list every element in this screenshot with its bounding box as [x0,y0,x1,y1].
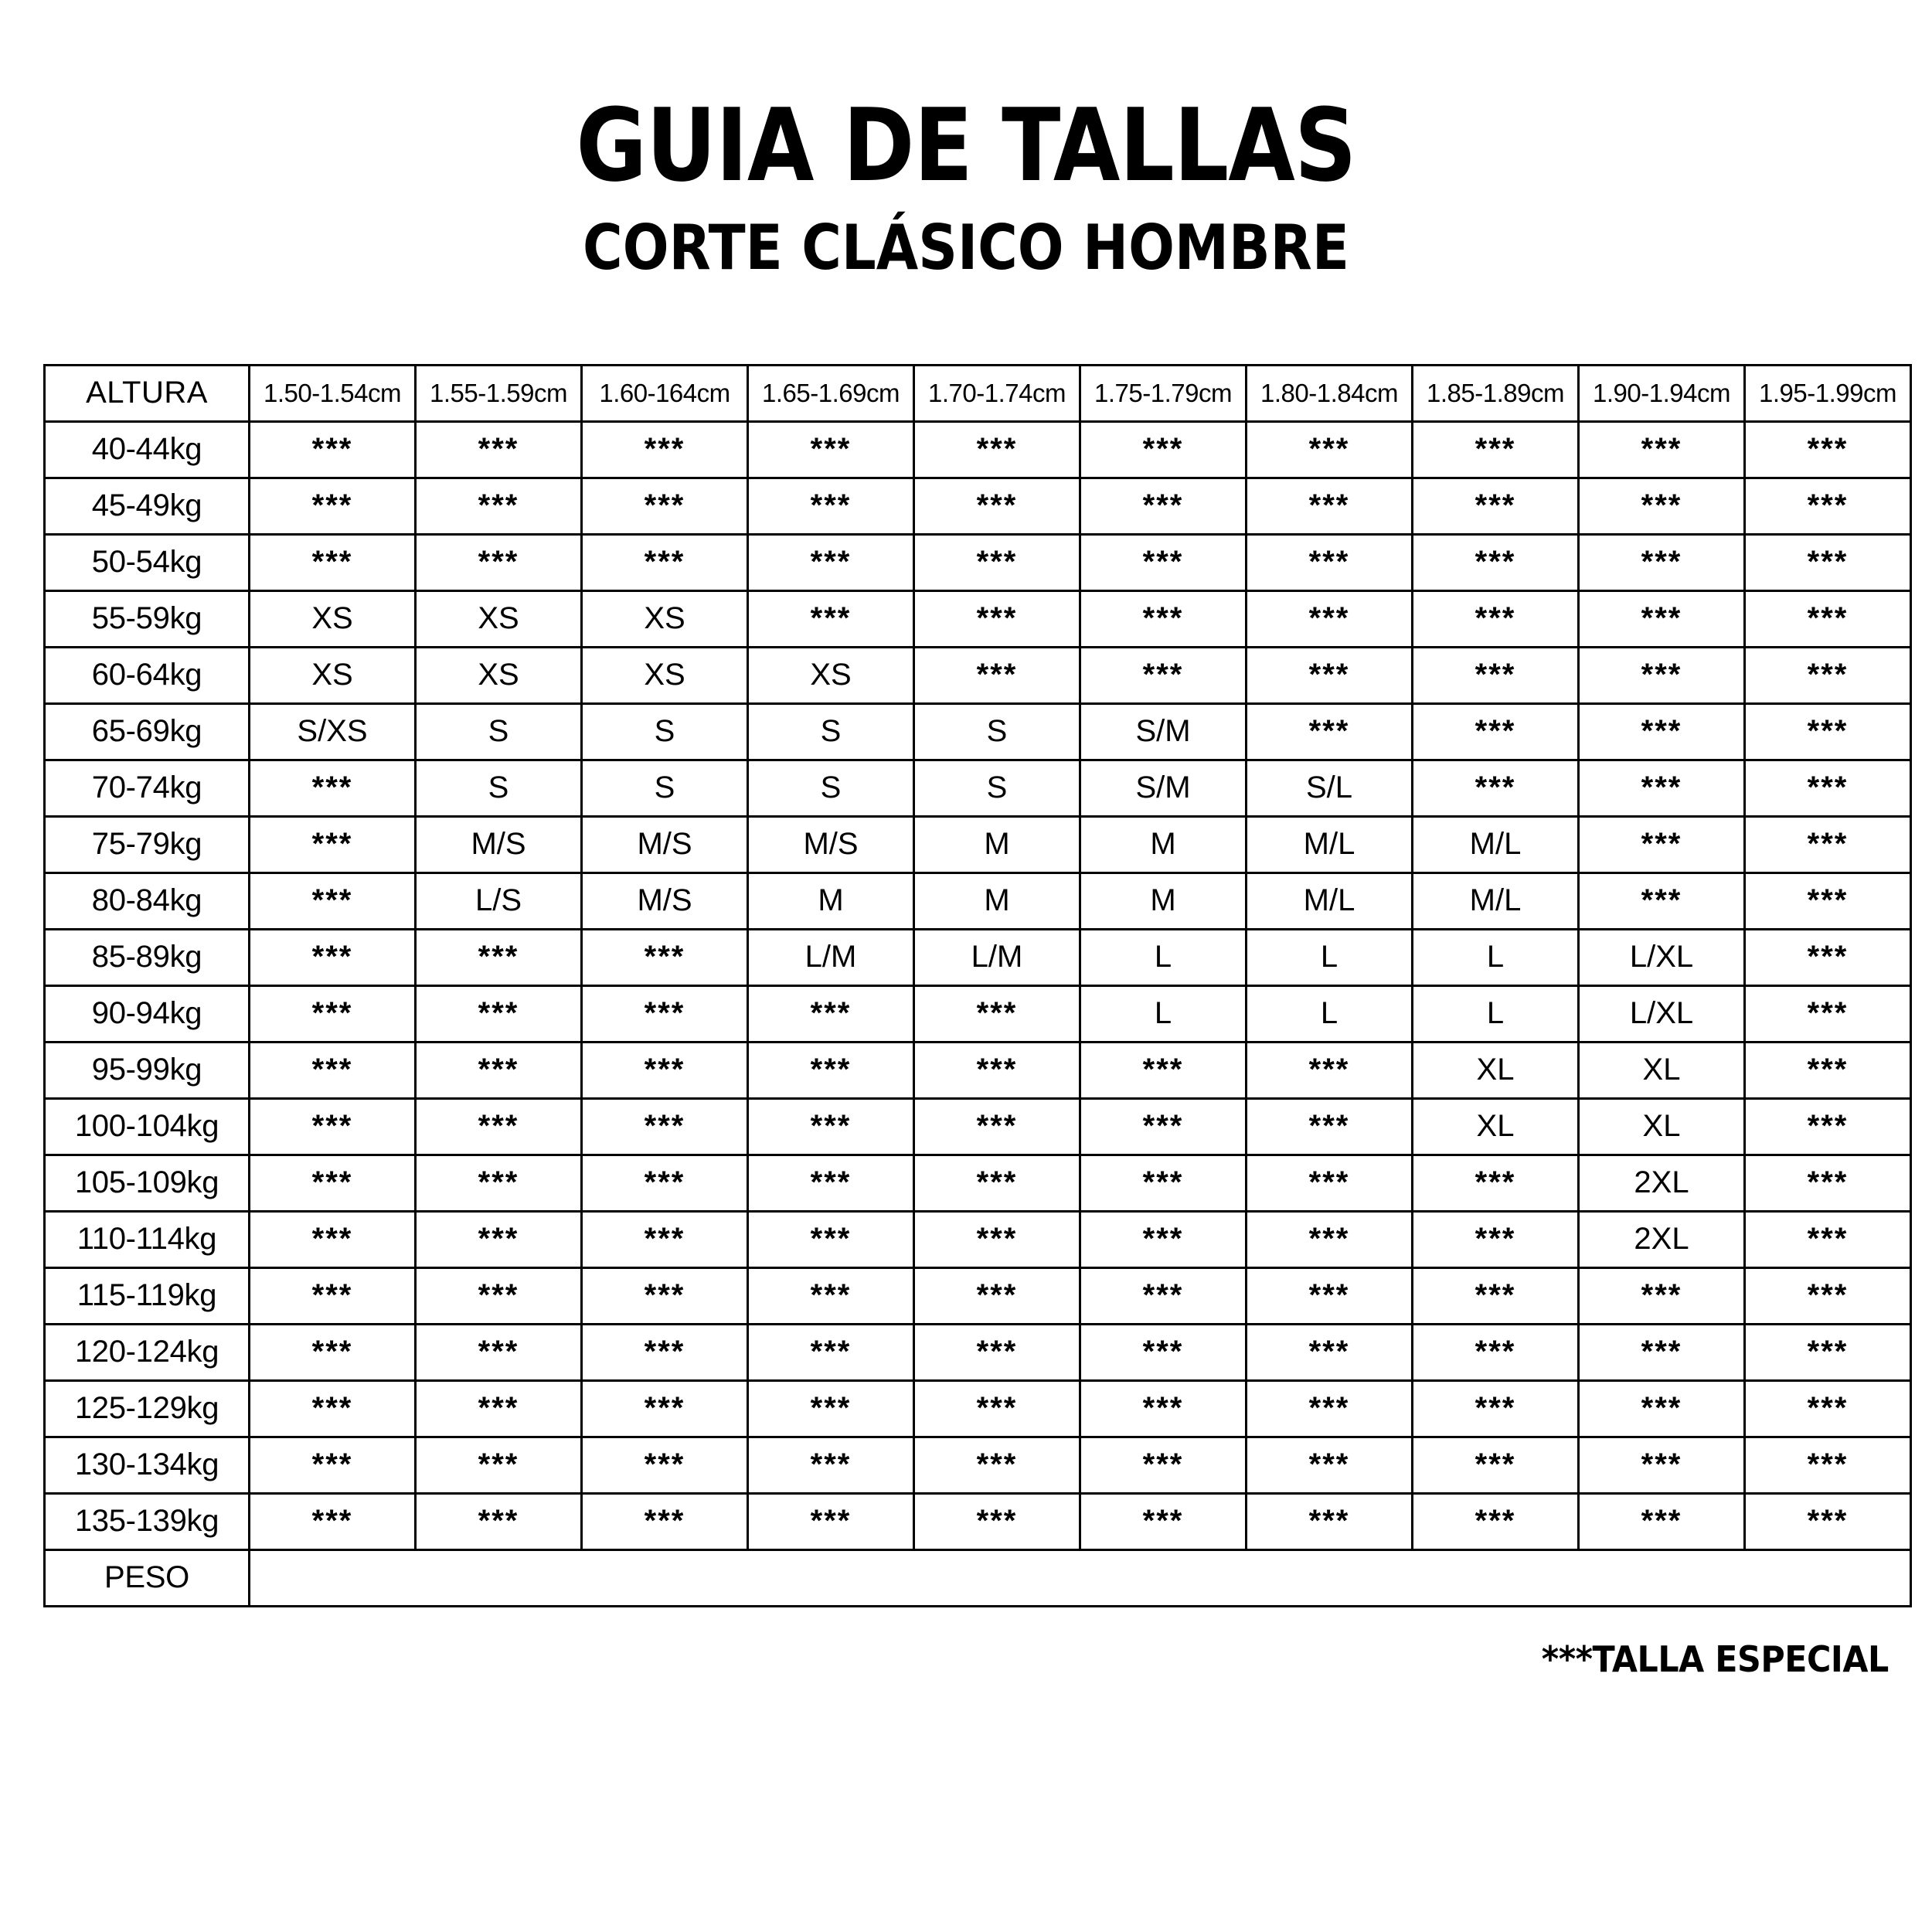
size-cell: *** [1080,534,1247,590]
footer-blank-cell [748,1549,914,1606]
size-cell: *** [748,1211,914,1267]
footer-blank-cell [1745,1549,1911,1606]
size-cell: *** [914,478,1080,534]
row-header-weight: 85-89kg [45,929,250,985]
size-cell: *** [1247,1324,1413,1380]
row-header-weight: 120-124kg [45,1324,250,1380]
size-cell: M/S [748,816,914,872]
size-cell: S/XS [250,703,416,760]
size-cell: *** [250,1098,416,1155]
table-row [45,1493,1911,1549]
size-cell: *** [914,534,1080,590]
row-header-weight: 95-99kg [45,1042,250,1098]
size-cell: *** [748,478,914,534]
size-cell: *** [1745,760,1911,816]
size-cell: *** [582,1437,748,1493]
footer-blank-cell [416,1549,582,1606]
size-cell: *** [1413,1211,1579,1267]
size-cell: *** [914,1493,1080,1549]
size-cell: *** [582,1267,748,1324]
table-row [45,1155,1911,1211]
size-cell: *** [1080,1042,1247,1098]
size-cell: *** [582,534,748,590]
table-row [45,1437,1911,1493]
size-cell: M [914,816,1080,872]
row-header-weight: 135-139kg [45,1493,250,1549]
size-cell: *** [914,1324,1080,1380]
size-cell: *** [1413,421,1579,478]
size-cell: *** [1247,1267,1413,1324]
size-cell: *** [250,985,416,1042]
row-header-weight: 130-134kg [45,1437,250,1493]
footer-blank-cell [1579,1549,1745,1606]
size-cell: *** [1579,421,1745,478]
size-cell: *** [582,1211,748,1267]
table-row [45,985,1911,1042]
size-cell: *** [1080,1267,1247,1324]
size-cell: *** [748,1324,914,1380]
size-cell: *** [416,1042,582,1098]
size-cell: *** [1080,1493,1247,1549]
size-cell: XL [1413,1042,1579,1098]
footer-blank-cell [1080,1549,1247,1606]
table-row [45,760,1911,816]
row-header-weight: 75-79kg [45,816,250,872]
row-header-weight: 90-94kg [45,985,250,1042]
size-cell: *** [416,421,582,478]
size-cell: *** [1413,1155,1579,1211]
size-cell: M/L [1413,816,1579,872]
size-cell: *** [582,1098,748,1155]
column-header: 1.65-1.69cm [748,365,914,421]
column-header: 1.80-1.84cm [1247,365,1413,421]
size-cell: *** [250,872,416,929]
size-cell: *** [914,1211,1080,1267]
size-cell: *** [748,1267,914,1324]
column-header: 1.75-1.79cm [1080,365,1247,421]
size-cell: *** [1247,703,1413,760]
size-cell: L/S [416,872,582,929]
size-cell: M [1080,872,1247,929]
footer-blank-cell [1413,1549,1579,1606]
size-cell: *** [914,1437,1080,1493]
size-cell: *** [582,421,748,478]
size-cell: *** [1247,534,1413,590]
size-cell: L [1080,929,1247,985]
size-cell: *** [582,1042,748,1098]
size-cell: *** [1745,534,1911,590]
size-cell: XS [582,590,748,647]
size-cell: *** [1247,1211,1413,1267]
size-cell: *** [1413,534,1579,590]
size-cell: *** [1080,421,1247,478]
size-cell: *** [1745,985,1911,1042]
size-cell: *** [914,1042,1080,1098]
row-header-weight: 65-69kg [45,703,250,760]
size-cell: *** [1745,590,1911,647]
size-cell: XS [416,647,582,703]
size-cell: L [1247,985,1413,1042]
size-cell: *** [1413,478,1579,534]
column-header: 1.50-1.54cm [250,365,416,421]
size-cell: *** [250,1493,416,1549]
size-cell: *** [250,1042,416,1098]
table-row [45,1380,1911,1437]
footnote-talla-especial: ***TALLA ESPECIAL [1541,1638,1889,1680]
size-cell: *** [416,1155,582,1211]
size-cell: *** [1080,1324,1247,1380]
size-cell: *** [1745,816,1911,872]
size-cell: 2XL [1579,1211,1745,1267]
table-row [45,929,1911,985]
row-header-weight: 45-49kg [45,478,250,534]
size-table-wrapper [22,364,1910,1607]
table-row [45,872,1911,929]
size-cell: *** [250,534,416,590]
size-cell: *** [1413,1267,1579,1324]
size-cell: *** [1745,478,1911,534]
size-cell: *** [1413,647,1579,703]
size-cell: *** [416,1324,582,1380]
size-cell: *** [1579,478,1745,534]
size-cell: *** [416,1098,582,1155]
size-cell: S/L [1247,760,1413,816]
size-cell: *** [250,1155,416,1211]
size-cell: L [1080,985,1247,1042]
size-cell: M/S [582,872,748,929]
size-cell: *** [1745,647,1911,703]
column-header: 1.85-1.89cm [1413,365,1579,421]
size-cell: *** [1247,1493,1413,1549]
size-cell: *** [914,1380,1080,1437]
size-cell: *** [1579,590,1745,647]
size-cell: *** [416,985,582,1042]
size-cell: *** [250,760,416,816]
size-cell: *** [1413,590,1579,647]
size-cell: *** [748,1437,914,1493]
size-cell: *** [1745,1098,1911,1155]
size-cell: *** [582,1380,748,1437]
header-row [45,365,1911,421]
size-cell: *** [1080,478,1247,534]
size-cell: *** [250,1437,416,1493]
table-row [45,1267,1911,1324]
size-cell: *** [1745,1267,1911,1324]
size-cell: *** [748,421,914,478]
column-header: 1.95-1.99cm [1745,365,1911,421]
table-row [45,1098,1911,1155]
size-cell: S [748,703,914,760]
size-cell: 2XL [1579,1155,1745,1211]
size-cell: *** [1745,1042,1911,1098]
size-cell: M/S [416,816,582,872]
size-cell: M/L [1247,872,1413,929]
size-cell: *** [1745,872,1911,929]
row-header-weight: 40-44kg [45,421,250,478]
size-cell: XL [1579,1098,1745,1155]
size-cell: L/M [748,929,914,985]
size-cell: *** [1579,1437,1745,1493]
size-cell: *** [416,1437,582,1493]
size-cell: *** [914,590,1080,647]
size-cell: *** [416,1267,582,1324]
size-cell: *** [1247,647,1413,703]
size-cell: *** [250,478,416,534]
size-cell: *** [582,478,748,534]
size-cell: M [914,872,1080,929]
size-cell: *** [1745,1155,1911,1211]
size-cell: *** [1247,478,1413,534]
footer-blank-cell [1247,1549,1413,1606]
column-header: 1.70-1.74cm [914,365,1080,421]
size-cell: *** [582,985,748,1042]
size-cell: M/S [582,816,748,872]
size-cell: *** [748,590,914,647]
size-cell: *** [748,1380,914,1437]
size-cell: *** [1413,1324,1579,1380]
size-cell: L [1247,929,1413,985]
size-cell: *** [416,1211,582,1267]
size-cell: *** [1080,1211,1247,1267]
footer-row [45,1549,1911,1606]
size-cell: XS [582,647,748,703]
size-cell: S [582,760,748,816]
footer-blank-cell [582,1549,748,1606]
size-cell: M [748,872,914,929]
size-cell: *** [416,1380,582,1437]
size-cell: *** [1745,1437,1911,1493]
size-cell: S [416,760,582,816]
title-block [0,0,1932,284]
size-cell: *** [1579,1493,1745,1549]
size-cell: *** [914,421,1080,478]
size-cell: *** [1745,421,1911,478]
size-cell: *** [748,1042,914,1098]
size-cell: *** [1080,1437,1247,1493]
size-cell: *** [582,1155,748,1211]
page-title: GUIA DE TALLAS [576,87,1356,204]
size-cell: *** [1413,1437,1579,1493]
row-header-weight: 100-104kg [45,1098,250,1155]
size-cell: *** [1579,534,1745,590]
size-cell: M [1080,816,1247,872]
size-cell: *** [748,985,914,1042]
table-row [45,1211,1911,1267]
column-header: 1.55-1.59cm [416,365,582,421]
size-cell: *** [416,1493,582,1549]
table-row [45,421,1911,478]
size-cell: *** [1579,872,1745,929]
size-cell: *** [1745,1211,1911,1267]
size-cell: *** [1745,1380,1911,1437]
size-cell: *** [1579,760,1745,816]
size-cell: *** [1579,1380,1745,1437]
size-cell: *** [416,534,582,590]
size-cell: S [914,760,1080,816]
size-cell: *** [1080,647,1247,703]
size-cell: *** [1413,1493,1579,1549]
row-header-weight: 70-74kg [45,760,250,816]
row-header-weight: 110-114kg [45,1211,250,1267]
row-header-weight: 60-64kg [45,647,250,703]
table-row [45,1324,1911,1380]
table-row [45,647,1911,703]
column-header-altura: ALTURA [45,365,250,421]
table-footer [45,1549,1911,1606]
size-cell: *** [250,1267,416,1324]
table-row [45,816,1911,872]
table-row [45,534,1911,590]
size-cell: XL [1413,1098,1579,1155]
size-cell: *** [416,929,582,985]
size-cell: *** [582,1324,748,1380]
size-cell: *** [748,534,914,590]
size-cell: S/M [1080,760,1247,816]
size-cell: *** [914,985,1080,1042]
size-cell: *** [1579,703,1745,760]
size-cell: S [582,703,748,760]
size-cell: L/M [914,929,1080,985]
size-cell: *** [1080,1155,1247,1211]
size-cell: *** [1745,703,1911,760]
size-cell: *** [1579,816,1745,872]
row-header-weight: 105-109kg [45,1155,250,1211]
size-cell: *** [1413,1380,1579,1437]
size-cell: *** [250,1324,416,1380]
page-subtitle: CORTE CLÁSICO HOMBRE [583,211,1349,284]
size-cell: *** [1579,1267,1745,1324]
size-cell: *** [1080,1098,1247,1155]
row-header-weight: 50-54kg [45,534,250,590]
size-cell: *** [1745,1493,1911,1549]
column-header: 1.90-1.94cm [1579,365,1745,421]
size-cell: L [1413,929,1579,985]
row-header-weight: 55-59kg [45,590,250,647]
size-cell: XS [250,590,416,647]
row-header-peso: PESO [45,1549,250,1606]
size-cell: *** [1247,1042,1413,1098]
row-header-weight: 115-119kg [45,1267,250,1324]
size-cell: *** [748,1098,914,1155]
size-cell: XS [416,590,582,647]
size-table [43,364,1912,1607]
size-cell: L/XL [1579,985,1745,1042]
size-cell: *** [914,1155,1080,1211]
size-cell: XL [1579,1042,1745,1098]
size-cell: *** [1745,929,1911,985]
table-row [45,1042,1911,1098]
row-header-weight: 80-84kg [45,872,250,929]
table-row [45,590,1911,647]
size-cell: L [1413,985,1579,1042]
size-cell: *** [582,1493,748,1549]
size-cell: *** [1247,421,1413,478]
size-cell: *** [1080,1380,1247,1437]
size-cell: S [748,760,914,816]
table-body [45,421,1911,1549]
size-cell: M/L [1413,872,1579,929]
size-cell: *** [914,647,1080,703]
size-cell: L/XL [1579,929,1745,985]
size-cell: *** [1080,590,1247,647]
size-cell: M/L [1247,816,1413,872]
size-cell: *** [1247,590,1413,647]
size-cell: *** [1247,1437,1413,1493]
size-cell: *** [1247,1155,1413,1211]
size-cell: *** [250,421,416,478]
footer-blank-cell [914,1549,1080,1606]
table-header [45,365,1911,421]
column-header: 1.60-164cm [582,365,748,421]
size-cell: *** [250,1211,416,1267]
footer-blank-cell [250,1549,416,1606]
size-cell: *** [250,1380,416,1437]
size-cell: *** [416,478,582,534]
size-cell: *** [1745,1324,1911,1380]
size-cell: *** [1579,1324,1745,1380]
size-cell: *** [1247,1380,1413,1437]
row-header-weight: 125-129kg [45,1380,250,1437]
size-cell: *** [914,1267,1080,1324]
size-cell: S [914,703,1080,760]
size-cell: *** [250,816,416,872]
table-row [45,703,1911,760]
size-cell: *** [1413,703,1579,760]
size-cell: XS [250,647,416,703]
size-cell: S [416,703,582,760]
size-cell: *** [748,1155,914,1211]
size-cell: XS [748,647,914,703]
size-cell: *** [1413,760,1579,816]
table-row [45,478,1911,534]
size-cell: *** [1579,647,1745,703]
size-cell: *** [250,929,416,985]
size-cell: *** [914,1098,1080,1155]
size-cell: *** [1247,1098,1413,1155]
size-cell: *** [582,929,748,985]
size-cell: S/M [1080,703,1247,760]
size-cell: *** [748,1493,914,1549]
